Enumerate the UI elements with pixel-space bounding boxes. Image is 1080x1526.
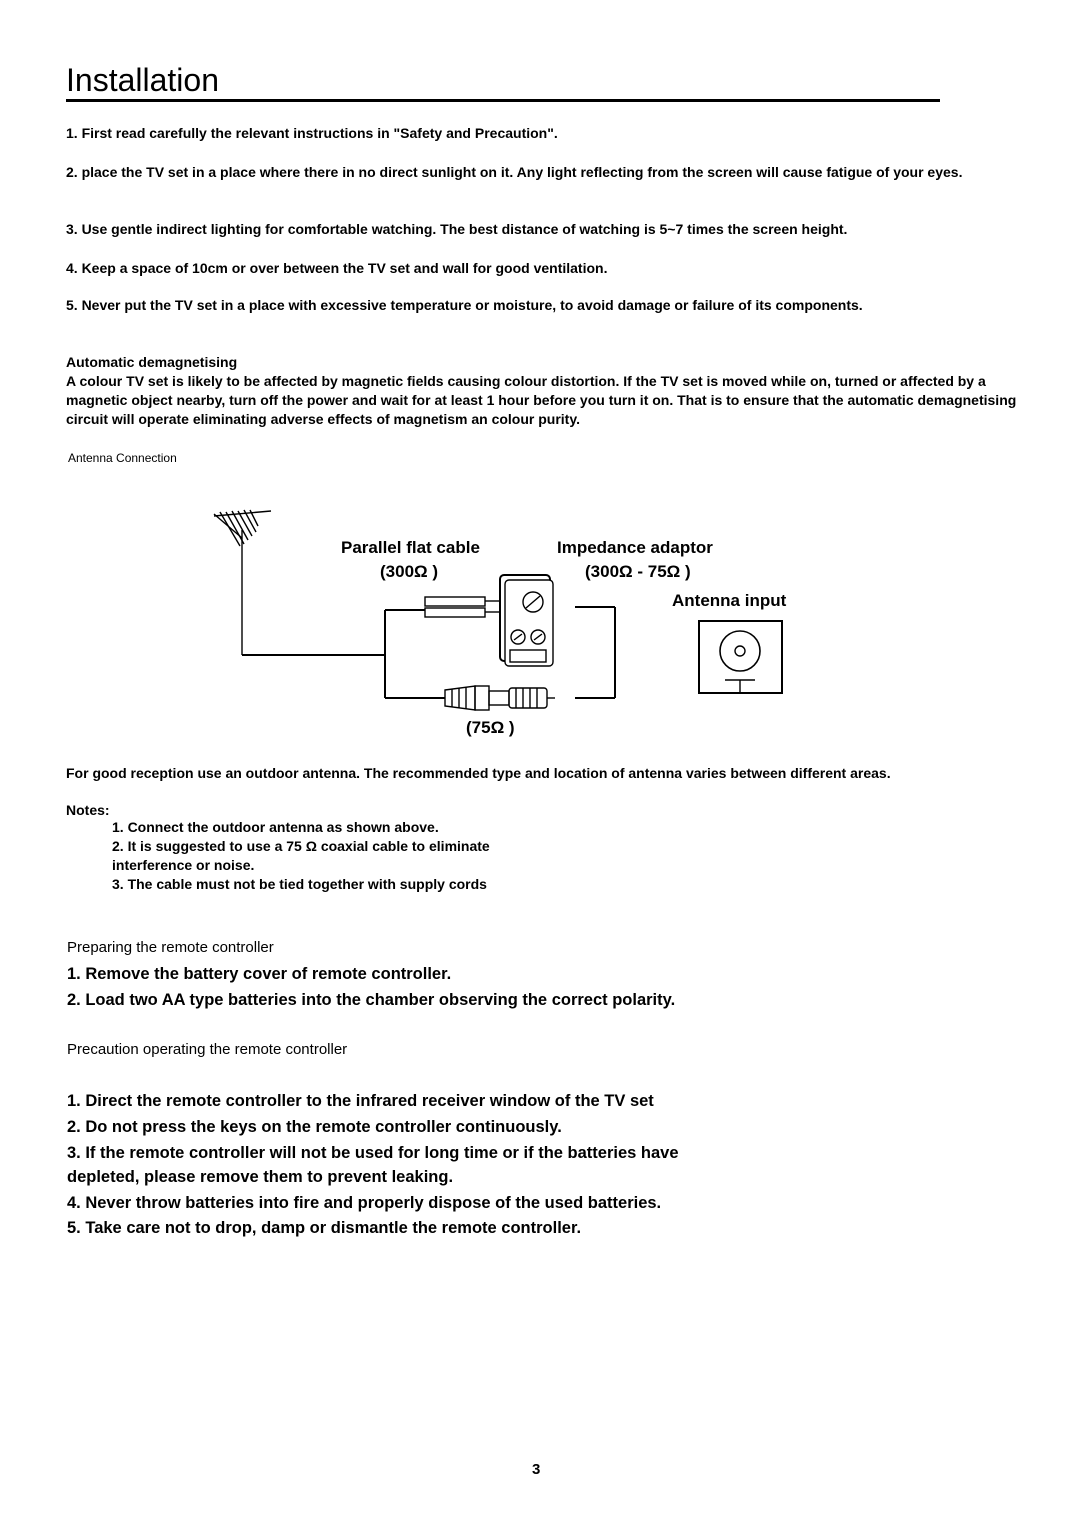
- remote-prepare-title: Preparing the remote controller: [67, 939, 274, 956]
- demagnetising-heading: Automatic demagnetising: [66, 354, 238, 370]
- impedance-adaptor-icon: [500, 575, 553, 666]
- remote-precaution-step: 1. Direct the remote controller to the infrared receiver window of the TV set: [67, 1092, 654, 1110]
- label-antenna-input: Antenna input: [672, 591, 787, 610]
- coaxial-plug-icon: [445, 686, 555, 710]
- install-step-1: 1. First read carefully the relevant instructions in "Safety and Precaution".: [66, 125, 558, 141]
- remote-precaution-step: 4. Never throw batteries into fire and properly dispose of the used batteries.: [67, 1194, 662, 1212]
- install-step-2: 2. place the TV set in a place where there in no direct sunlight on it. Any light reflecting from the screen will cause fatigue of your eyes.: [66, 164, 963, 180]
- parallel-flat-cable-icon: [425, 597, 500, 617]
- notes-heading: Notes:: [66, 802, 110, 818]
- note-item: interference or noise.: [112, 857, 255, 873]
- label-adaptor-impedance: (300Ω - 75Ω ): [585, 562, 691, 581]
- install-step-4: 4. Keep a space of 10cm or over between the TV set and wall for good ventilation.: [66, 260, 608, 276]
- demagnetising-body: A colour TV set is likely to be affected by magnetic fields causing colour distortion. If the TV set is moved while on, turned or affected by a magnetic object nearby, turn off the power and wait for at least 1 hour before you turn it on. That is to ensure that the automatic demagnetising circuit will operate eliminating adverse effects of magnetism an colour purity.: [66, 373, 1017, 427]
- antenna-section-title: Antenna Connection: [68, 451, 177, 465]
- remote-prepare-step: 1. Remove the battery cover of remote controller.: [67, 965, 452, 983]
- note-item: 1. Connect the outdoor antenna as shown above.: [112, 819, 439, 835]
- install-step-3: 3. Use gentle indirect lighting for comfortable watching. The best distance of watching is 5~7 times the screen height.: [66, 221, 848, 237]
- remote-prepare-step: 2. Load two AA type batteries into the chamber observing the correct polarity.: [67, 991, 676, 1009]
- install-step-5: 5. Never put the TV set in a place with excessive temperature or moisture, to avoid damage or failure of its components.: [66, 297, 863, 313]
- note-item: 3. The cable must not be tied together with supply cords: [112, 876, 487, 892]
- remote-precaution-step: 2. Do not press the keys on the remote controller continuously.: [67, 1118, 562, 1136]
- antenna-input-socket-icon: [699, 621, 782, 693]
- label-parallel-flat-cable: Parallel flat cable: [341, 538, 480, 557]
- remote-precaution-step: depleted, please remove them to prevent leaking.: [67, 1168, 454, 1186]
- remote-precaution-title: Precaution operating the remote controller: [67, 1041, 348, 1058]
- page-number: 3: [532, 1461, 541, 1478]
- remote-precaution-step: 3. If the remote controller will not be used for long time or if the batteries have: [67, 1144, 679, 1162]
- label-coax-impedance: (75Ω ): [466, 718, 515, 737]
- remote-precaution-step: 5. Take care not to drop, damp or dismantle the remote controller.: [67, 1219, 582, 1237]
- label-impedance-adaptor: Impedance adaptor: [557, 538, 713, 557]
- page-title: Installation: [66, 62, 219, 98]
- antenna-diagram: [0, 500, 1080, 750]
- title-underline: [66, 99, 940, 102]
- note-item: 2. It is suggested to use a 75 Ω coaxial cable to eliminate: [112, 838, 490, 854]
- reception-text: For good reception use an outdoor antenna. The recommended type and location of antenna varies between different areas.: [66, 765, 891, 781]
- label-cable-impedance: (300Ω ): [380, 562, 439, 581]
- outdoor-antenna-icon: [214, 510, 271, 655]
